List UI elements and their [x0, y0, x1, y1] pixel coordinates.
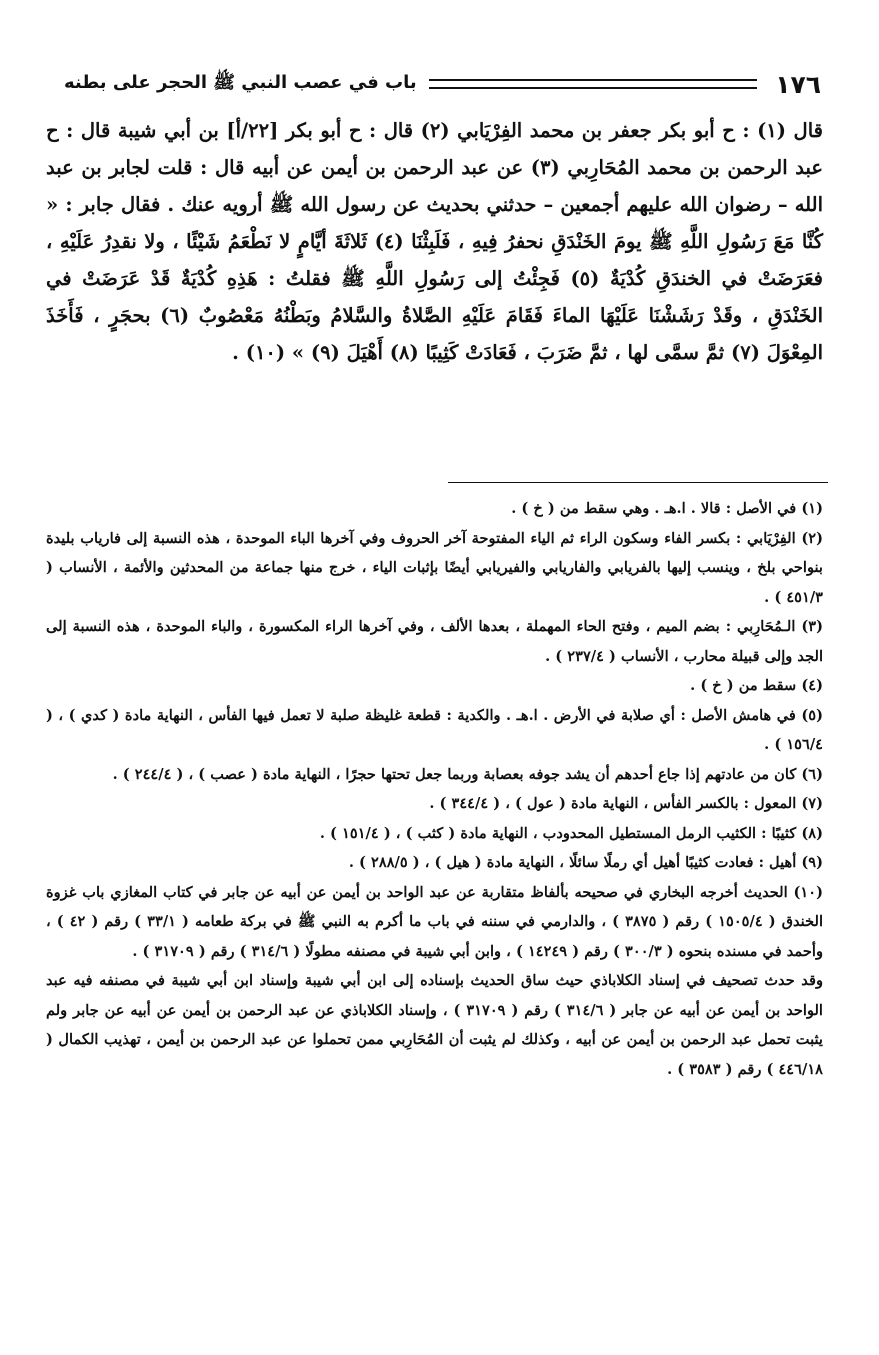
main-text: [46, 112, 823, 371]
footnote-2: (٢) الفِرْيَابي : بكسر الفاء وسكون الراء ثم الياء المفتوحة آخر الحروف وفي آخرها الباء الموحدة ، هذه النسبة إلى فارياب بليدة بنواحي بلخ ، وينسب إليها بالفريابي والفاريابي والفيريابي أيضًا بإثبات الياء ، خرج منها جماعة من المحدثين والأئمة ، الأنساب ( ٤٥١/٣ ) .: [46, 529, 823, 606]
footnote-1: (١) في الأصل : قالا . ا.هـ . وهي سقط من ( خ ) .: [511, 500, 823, 517]
footnote-8: (٨) كثيبًا : الكثيب الرمل المستطيل المحدودب ، النهاية مادة ( كثب ) ، ( ١٥١/٤ ) .: [319, 824, 823, 842]
main-paragraph: قال (١) : ح أبو بكر جعفر بن محمد الفِرْيَابي (٢) قال : ح أبو بكر [٢٢/أ] بن أبي شيبة قال : ح عبد الرحمن بن محمد المُحَارِبي (٣) عن عبد الرحمن بن أيمن عن أبيه قال : قلت لجابر بن عبد الله – رضوان الله عليهم أجمعين – حدثني بحديث عن رسول الله ﷺ أرويه عنك . فقال جابر : « كُنَّا مَعَ رَسُولِ اللَّهِ ﷺ يومَ الخَنْدَقِ نحفرُ فِيهِ ، فَلَبِثْنَا (٤) ثَلاثَةَ أيَّامٍ لا نَطْعَمُ شَيْئًا ، ولا نقدِرُ عَلَيْهِ ، فعَرَضَتْ في الخندَقِ كُدْيَةٌ (٥) فَجِئْتُ إلى رَسُولِ اللَّهِ ﷺ فقلتُ : هَذِهِ كُدْيَةٌ قَدْ عَرَضَتْ في الخَنْدَقِ ، وقَدْ رَشَشْنَا عَلَيْهَا الماءَ فَقَامَ عَلَيْهِ الصَّلاةُ والسَّلامُ وبَطْنُهُ مَعْصُوبٌ (٦) بحجَرٍ ، فَأَخَذَ المِعْوَلَ (٧) ثمَّ سمَّى لها ، ثمَّ ضَرَبَ ، فَعَادَتْ كَثِيبًا (٨) أَهْيَلَ (٩) » (١٠) .: [46, 119, 823, 364]
footnote-5: (٥) في هامش الأصل : أي صلابة في الأرض . ا.هـ . والكدية : قطعة غليظة صلبة لا تعمل فيها الفأس ، النهاية مادة ( كدي ) ، ( ١٥٦/٤ ) .: [46, 706, 823, 753]
page-number: ١٧٦: [775, 69, 821, 99]
header-rule: [429, 79, 758, 89]
footnote-10: (١٠) الحديث أخرجه البخاري في صحيحه بألفاظ متقاربة عن عبد الواحد بن أيمن عن أبيه عن جابر في كتاب المغازي باب غزوة الخندق ( ١٥٠٥/٤ ) رقم ( ٣٨٧٥ ) ، والدارمي في سننه في باب ما أكرم به النبي ﷺ في بركة طعامه ( ٣٣/١ ) رقم ( ٤٢ ) ، وأحمد في مسنده بنحوه ( ٣٠٠/٣ ) رقم ( ١٤٢٤٩ ) ، وابن أبي شيبة في مصنفه مطولًا ( ٣١٤/٦ ) رقم ( ٣١٧٠٩ ) .: [46, 883, 824, 960]
footnote-4: (٤) سقط من ( خ ) .: [690, 677, 823, 694]
running-title: باب في عصب النبي ﷺ الحجر على بطنه: [64, 72, 417, 93]
footnote-3: (٣) الـمُحَارِبي : بضم الميم ، وفتح الحاء المهملة ، بعدها الألف ، وفي آخرها الراء المكسورة ، والباء الموحدة ، هذه النسبة إلى الجد وإلى قبيلة محارب ، الأنساب ( ٢٣٧/٤ ) .: [46, 618, 823, 665]
footnote-separator: [448, 482, 828, 483]
footnote-9: (٩) أهيل : فعادت كثيبًا أهيل أي رملًا سائلًا ، النهاية مادة ( هيل ) ، ( ٢٨٨/٥ ) .: [348, 854, 823, 871]
page-header: [64, 66, 821, 102]
footnotes: [46, 494, 823, 1084]
footnote-7: (٧) المعول : بالكسر الفأس ، النهاية مادة ( عول ) ، ( ٣٤٤/٤ ) .: [429, 795, 823, 812]
footnote-10-continuation: وقد حدث تصحيف في إسناد الكلاباذي حيث ساق الحديث بإسناده إلى ابن أبي شيبة وإسناد ابن أبي شيبة في مصنفه فيه عبد الواحد بن أيمن عن أبيه عن جابر ( ٣١٤/٦ ) رقم ( ٣١٧٠٩ ) ، وإسناد الكلاباذي عن عبد الرحمن بن أيمن عن أبيه عن جابر ولم يثبت تحمل عبد الرحمن بن أيمن عن أبيه ، وكذلك لم يثبت أن المُحَارِبي ممن تحملوا عن عبد الرحمن بن أيمن ، تهذيب الكمال ( ٤٤٦/١٨ ) رقم ( ٣٥٨٣ ) .: [46, 972, 823, 1078]
footnote-6: (٦) كان من عادتهم إذا جاع أحدهم أن يشد جوفه بعصابة وربما جعل تحتها حجرًا ، النهاية مادة ( عصب ) ، ( ٢٤٤/٤ ) .: [112, 765, 823, 783]
